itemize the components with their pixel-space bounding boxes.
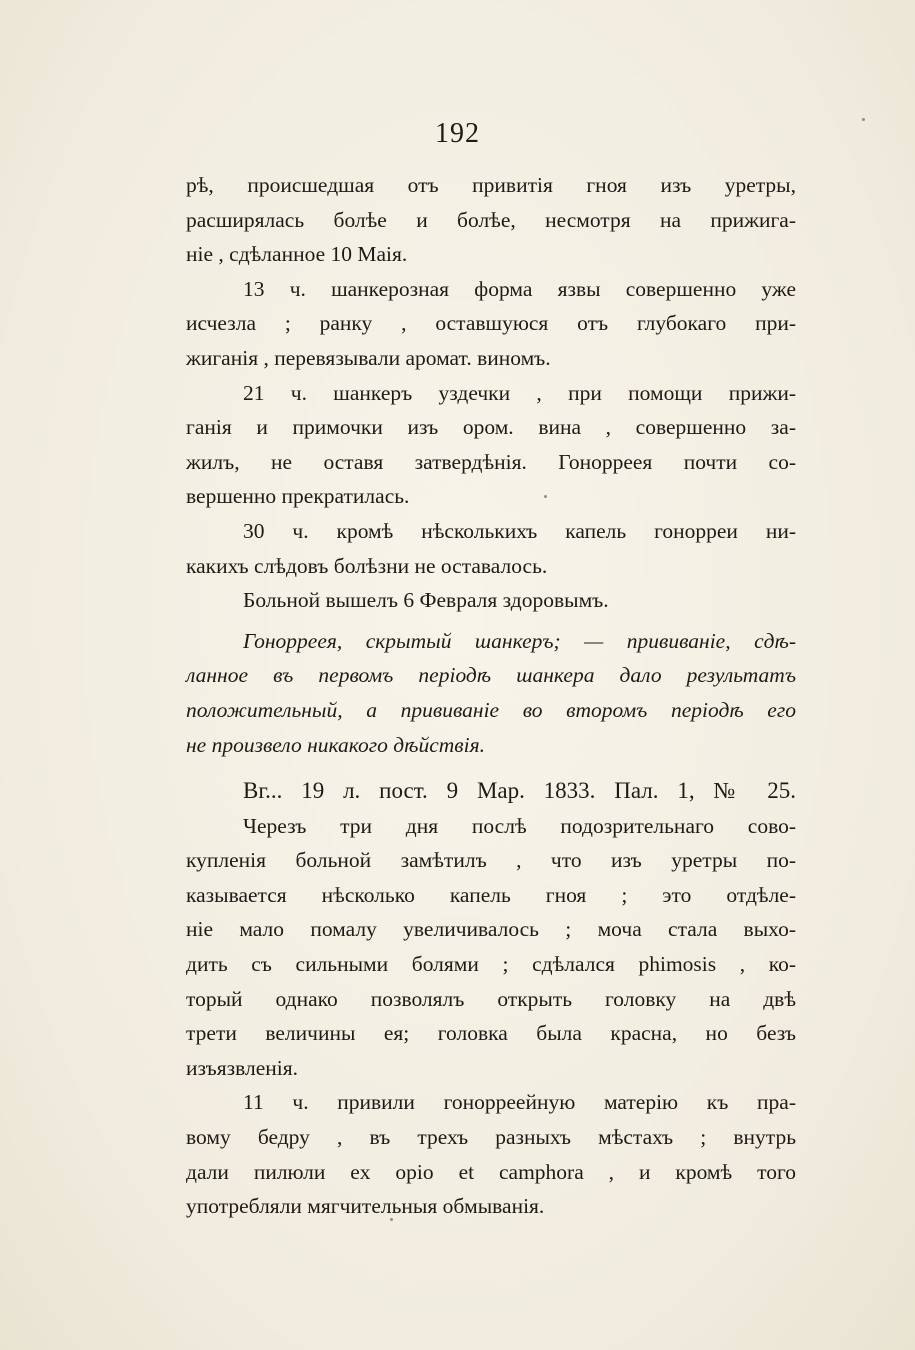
paper-speck bbox=[862, 118, 865, 121]
text-line: рѣ, происшедшая отъ привитія гноя изъ уретры, bbox=[186, 173, 796, 197]
text-line: какихъ слѣдовъ болѣзни не оставалось. bbox=[186, 553, 548, 578]
text-line: казывается нѣсколько капель гноя ; это отдѣле- bbox=[186, 882, 796, 907]
text-line: ніе мало помалу увеличивалось ; моча стала выхо- bbox=[186, 917, 796, 942]
text-line: изъязвленія. bbox=[186, 1055, 299, 1080]
summary-line: положительный, а прививаніе во второмъ періодѣ его bbox=[186, 697, 796, 722]
text-line: вому бедру , въ трехъ разныхъ мѣстахъ ; внутрь bbox=[186, 1125, 796, 1150]
text-line: 30 ч. кромѣ нѣсколькихъ капель гонорреи ни- bbox=[243, 518, 796, 543]
page-number: 192 bbox=[435, 118, 480, 149]
text-line: купленія больной замѣтилъ , что изъ уретры по- bbox=[186, 848, 796, 873]
summary-line: не произвело никакого дѣйствія. bbox=[186, 732, 485, 757]
text-line: жиганія , перевязывали аромат. виномъ. bbox=[186, 345, 551, 370]
text-line: ніе , сдѣланное 10 Маія. bbox=[186, 242, 408, 267]
text-line: расширялась болѣе и болѣе, несмотря на прижига- bbox=[186, 207, 796, 232]
page-body-text bbox=[186, 168, 796, 1224]
text-line: торый однако позволялъ открыть головку на двѣ bbox=[186, 986, 796, 1011]
text-line: вершенно прекратилась. bbox=[186, 484, 410, 509]
text-line: Черезъ три дня послѣ подозрительнаго сово- bbox=[243, 813, 796, 838]
summary-line: Гонорреея, скрытый шанкеръ; — прививаніе, сдѣ- bbox=[243, 628, 796, 653]
text-line: употребляли мягчительныя обмыванія. bbox=[186, 1194, 545, 1219]
text-line: 13 ч. шанкерозная форма язвы совершенно уже bbox=[243, 276, 796, 301]
text-line: дали пилюли ex opio et camphora , и кромѣ того bbox=[186, 1159, 796, 1184]
summary-line: ланное въ первомъ періодѣ шанкера дало результатъ bbox=[186, 663, 796, 688]
text-line: исчезла ; ранку , оставшуюся отъ глубокаго при- bbox=[186, 311, 796, 336]
paper-speck bbox=[544, 495, 547, 498]
text-line: дить съ сильными болями ; сдѣлался phimosis , ко- bbox=[186, 952, 796, 977]
text-line: Больной вышелъ 6 Февраля здоровымъ. bbox=[243, 588, 609, 613]
text-line: ганія и примочки изъ ором. вина , совершенно за- bbox=[186, 415, 796, 440]
text-line: 11 ч. привили гонорреейную матерію къ пра- bbox=[243, 1090, 796, 1115]
case-header: Вг... 19 л. пост. 9 Мар. 1833. Пал. 1, № 25. bbox=[243, 778, 796, 804]
text-line: жилъ, не оставя затвердѣнія. Гонорреея почти со- bbox=[186, 449, 796, 474]
text-line: 21 ч. шанкеръ уздечки , при помощи прижи- bbox=[243, 380, 796, 405]
text-line: трети величины ея; головка была красна, но безъ bbox=[186, 1021, 796, 1046]
paper-speck bbox=[390, 1218, 393, 1221]
